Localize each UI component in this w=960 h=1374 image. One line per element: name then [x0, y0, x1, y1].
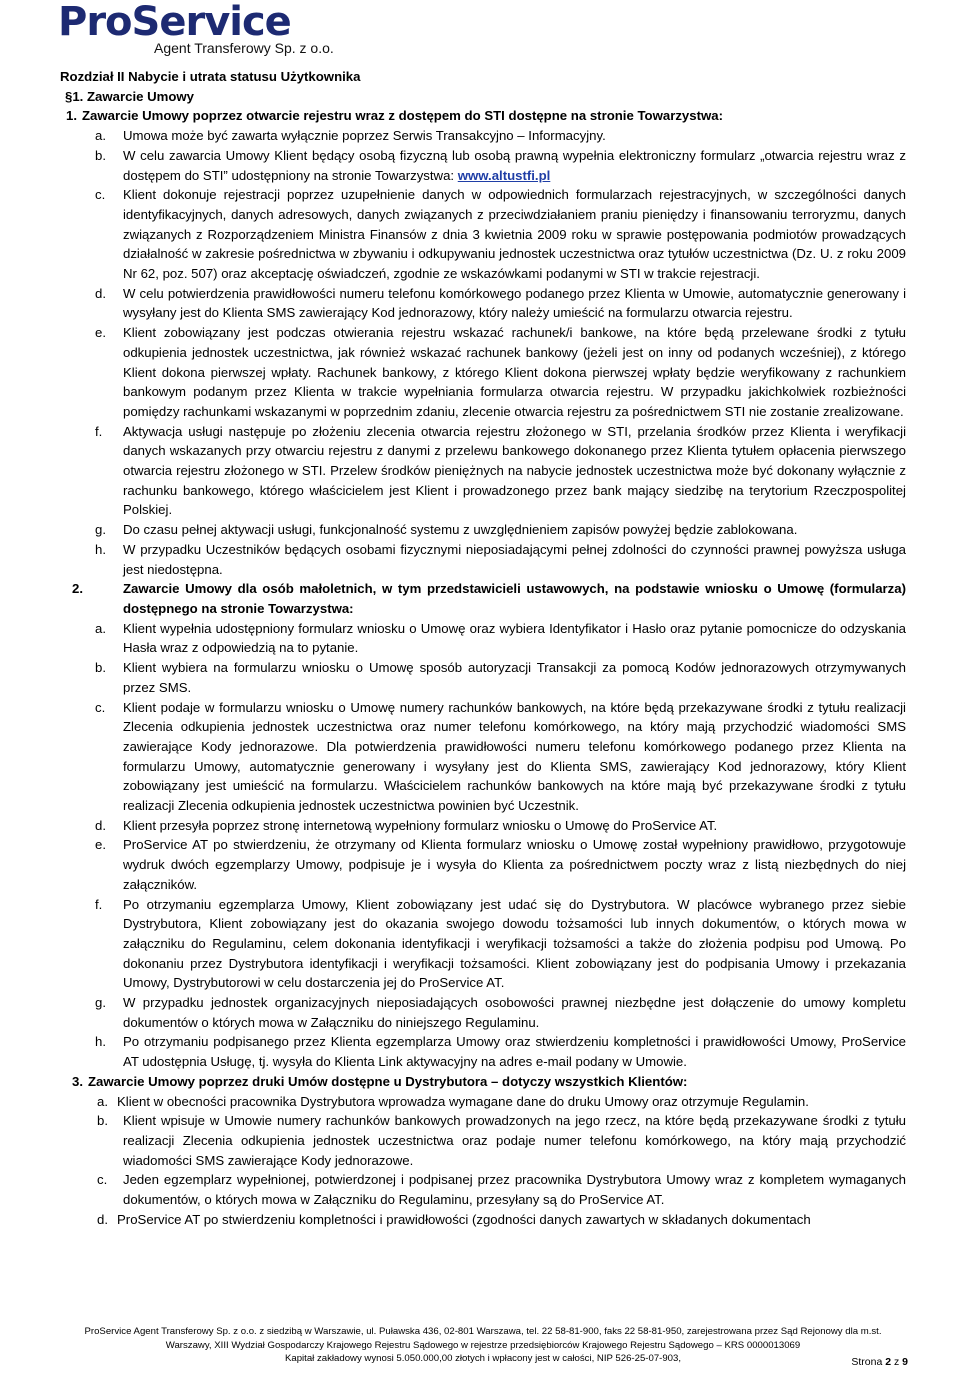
- item-marker: b.: [95, 660, 106, 676]
- item-marker: g.: [95, 522, 106, 538]
- section-1: [60, 106, 906, 126]
- item-marker: d.: [95, 285, 106, 301]
- item-marker: c.: [95, 699, 106, 715]
- item-text: ProService AT po stwierdzeniu, że otrzymany od Klienta formularz wniosku o Umowę został wypełniony prawidłowo, przygotowuje wydruk dwóch egzemplarzy Umowy, podpisuje je i wysyła do Klienta za pośrednictwem poczty wraz z listą niezbędnych do niej załączników.: [123, 837, 906, 892]
- list-item: [60, 520, 906, 540]
- item-text: Klient w obecności pracownika Dystrybutora wprowadza wymagane dane do druku Umowy oraz otrzymuje Regulamin.: [117, 1093, 809, 1109]
- list-item: [60, 422, 906, 521]
- item-text: W przypadku Uczestników będących osobami fizycznymi nieposiadającymi pełnej zdolności do czynności prawnej powyższa usługa jest niedostępna.: [123, 541, 906, 577]
- page-label: Strona: [851, 1356, 883, 1368]
- item-marker: a.: [95, 128, 106, 144]
- item-marker: a.: [95, 620, 106, 636]
- item-marker: c.: [97, 1172, 108, 1188]
- page-number: [851, 1356, 908, 1368]
- list-item: [60, 1111, 906, 1170]
- item-text: Klient podaje w formularzu wniosku o Umowę numery rachunków bankowych, na które będą przekazywane środki z tytułu realizacji Zlecenia odkupienia jednostek uczestnictwa oraz numer telefonu komórkowego, na który mają przychodzić wiadomości SMS zawierające Kody jednorazowe. Dla potwierdzenia prawidłowości numeru telefonu komórkowego podanego przez Klienta na formularzu Umowy, automatycznie generowany i wysyłany jest do Klienta SMS, zawierający Kod jednorazowy, który Klient zobowiązany jest umieścić na formularzu. Właścicielem rachunków bankowych na które mają być przekazywane środki z tytułu realizacji Zlecenia odkupienia jednostek uczestnictwa powinien być Uczestnik.: [123, 699, 906, 814]
- list-item: [60, 323, 906, 422]
- section-1-title: Zawarcie Umowy poprzez otwarcie rejestru wraz z dostępem do STI dostępne na stronie Towarzystwa:: [82, 108, 723, 124]
- list-item: [60, 993, 906, 1032]
- item-marker: b.: [97, 1113, 108, 1129]
- item-marker: d.: [97, 1211, 108, 1227]
- list-item: [60, 698, 906, 816]
- item-marker: g.: [95, 995, 106, 1011]
- item-text: ProService AT po stwierdzeniu kompletności i prawidłowości (zgodności danych zawartych w składanych dokumentach: [117, 1211, 811, 1227]
- item-text: Klient wybiera na formularzu wniosku o Umowę sposób autoryzacji Transakcji za pomocą Kodów jednorazowych otrzymywanych przez SMS.: [123, 660, 906, 695]
- logo-subtitle: Agent Transferowy Sp. z o.o.: [154, 40, 334, 56]
- website-link[interactable]: www.altustfi.pl: [457, 167, 551, 183]
- section-title: §1. Zawarcie Umowy: [65, 88, 195, 104]
- logo-brand: ProService: [58, 0, 291, 45]
- item-text: Klient wypełnia udostępniony formularz wniosku o Umowę oraz wybiera Identyfikator i Hasło oraz pytanie pomocnicze do odzyskania Hasła wraz z odpowiedzią na to pytanie.: [123, 620, 906, 656]
- list-item: [60, 1170, 906, 1209]
- list-item: [60, 1092, 906, 1112]
- page-separator: z: [893, 1356, 900, 1368]
- section-2-number: 2.: [72, 581, 83, 597]
- section-2: [60, 579, 906, 618]
- list-item: [60, 540, 906, 579]
- item-marker: h.: [95, 1034, 106, 1050]
- list-item: [60, 658, 906, 697]
- item-text: Klient dokonuje rejestracji poprzez uzupełnienie danych w odpowiednich formularzach rejestracyjnych, w szczególności danych identyfikacyjnych, danych adresowych, danych związanych z przeciwdziałaniem praniu pieniędzy i finansowaniu terroryzmu, danych związanych z Rozporządzeniem Ministra Finansów z dnia 3 kwietnia 2009 roku w sprawie postępowania podmiotów prowadzących działalność w zakresie pośrednictwa w zbywaniu i odkupywaniu jednostek uczestnictwa oraz tytułów uczestnictwa (Dz. U. z roku 2009 Nr 62, poz. 507) oraz akceptację oświadczeń, zgodnie ze wskazówkami podanymi w STI w trakcie rejestracji.: [123, 187, 906, 282]
- company-logo: [58, 2, 378, 56]
- section-3-number: 3.: [72, 1073, 83, 1089]
- item-text: Umowa może być zawarta wyłącznie poprzez Serwis Transakcyjno – Informacyjny.: [123, 128, 606, 144]
- item-marker: f.: [95, 896, 103, 912]
- page-footer: [78, 1325, 888, 1366]
- section-1-number: 1.: [66, 108, 77, 124]
- item-text: Po otrzymaniu egzemplarza Umowy, Klient zobowiązany jest udać się do Dystrybutora. W placówce wybranego przez siebie Dystrybutora, Klient zobowiązany jest do okazania swojego dowodu tożsamości lub innych dokumentów, o których mowa w załączniku do Regulaminu, celem dokonania identyfikacji i weryfikacji tożsamości a także do złożenia podpisu pod Umową. Po dokonaniu przez Dystrybutora identyfikacji i weryfikacji tożsamości. Klient zobowiązany jest do podpisania Umowy i przekazania Umowy, Dystrybutorowi w celu dostarczenia jej do ProService AT.: [123, 896, 906, 991]
- item-marker: b.: [95, 147, 106, 163]
- footer-line-capital: Kapitał zakładowy wynosi 5.050.000,00 złotych i wpłacony jest w całości, NIP 526-25-07-903,: [284, 1353, 682, 1365]
- item-marker: f.: [95, 423, 103, 439]
- item-text: W przypadku jednostek organizacyjnych nieposiadających osobowości prawnej niezbędne jest dołączenie do umowy kompletu dokumentów o których mowa w Załączniku do niniejszego Regulaminu.: [123, 995, 906, 1030]
- section-2-title: Zawarcie Umowy dla osób małoletnich, w tym przedstawicieli ustawowych, na podstawie wniosku o Umowę (formularza) dostępnego na stronie Towarzystwa:: [123, 581, 906, 616]
- item-text: Do czasu pełnej aktywacji usługi, funkcjonalność systemu z uwzględnieniem zapisów powyżej będzie zablokowana.: [123, 522, 798, 538]
- list-item: [60, 1210, 906, 1230]
- item-marker: a.: [97, 1093, 108, 1109]
- list-item: [60, 816, 906, 836]
- item-text: Jeden egzemplarz wypełnionej, potwierdzonej i podpisanej przez pracownika Dystrybutora Umowy wraz z kompletem wymaganych dokumentów, o których mowa w Załączniku do Regulaminu, przesyłany są do ProService AT.: [123, 1172, 906, 1208]
- list-item: [60, 895, 906, 994]
- item-text: W celu zawarcia Umowy Klient będący osobą fizyczną lub osobą prawną wypełnia elektroniczny formularz „otwarcia rejestru wraz z dostępem do STI” udostępniony na stronie Towarzystwa:: [123, 147, 906, 183]
- list-item: [60, 835, 906, 894]
- list-item: [60, 146, 906, 185]
- page-total: 9: [902, 1356, 908, 1368]
- item-marker: d.: [95, 817, 106, 833]
- page-current: 2: [885, 1356, 892, 1368]
- item-marker: h.: [95, 541, 106, 557]
- item-marker: e.: [95, 325, 106, 341]
- document-body: [60, 67, 906, 1229]
- section-3: [60, 1072, 906, 1092]
- item-text: Aktywacja usługi następuje po złożeniu zlecenia otwarcia rejestru złożonego w STI, przelania środków przez Klienta i weryfikacji danych wskazanych przy otwarciu rejestru z danymi z przelewu bankowego dokonanego przez Klienta tytułem opłacenia pierwszego otwarcia rejestru złożonego w STI. Przelew środków pieniężnych na nabycie jednostek uczestnictwa może być dokonany wyłącznie z rachunku bankowego, którego właścicielem jest Klient i prowadzonego przez bank mający siedzibę na terytorium Rzeczpospolitej Polskiej.: [123, 423, 906, 518]
- list-item: [60, 284, 906, 323]
- section-3-title: Zawarcie Umowy poprzez druki Umów dostępne u Dystrybutora – dotyczy wszystkich Klientów:: [88, 1073, 688, 1089]
- list-item: [60, 126, 906, 146]
- list-item: [60, 619, 906, 658]
- item-text: Klient wpisuje w Umowie numery rachunków bankowych prowadzonych na jego rzecz, na które będą przekazywane środki z tytułu realizacji Zlecenia odkupienia jednostek uczestnictwa oraz podaje numer telefonu komórkowego, na który mają przychodzić wiadomości SMS zawierające Kody jednorazowe.: [123, 1113, 906, 1168]
- item-text: Klient zobowiązany jest podczas otwierania rejestru wskazać rachunek/i bankowe, na które będą przelewane środki z tytułu odkupienia jednostek uczestnictwa, jak również wskazać rachunek bankowy (jeżeli jest on inny od podanych wcześniej), z którego Klient dokona pierwszej wpłaty. Rachunek bankowy, z którego Klient dokona pierwszej wpłaty będzie weryfikowany z rachunkiem bankowym podanym przez Klienta w trakcie wypełniania formularza otwarcia rejestru. W przypadku jakichkolwiek rozbieżności pomiędzy rachunkami wskazanymi w poprzednim zdaniu, zlecenie otwarcia rejestru za pośrednictwem STI nie zostanie zrealizowane.: [123, 325, 906, 419]
- list-item: [60, 185, 906, 284]
- chapter-title: Rozdział II Nabycie i utrata statusu Użytkownika: [60, 69, 361, 84]
- list-item: [60, 1032, 906, 1071]
- footer-line-company: ProService Agent Transferowy Sp. z o.o. z siedzibą w Warszawie, ul. Puławska 436, 02-801 Warszawa, tel. 22 58-81-900, faks 22 58-81-950, zarejestrowana przez Sąd Rejonowy dla m.st.: [84, 1326, 882, 1337]
- footer-line-registry: Warszawy, XIII Wydział Gospodarczy Krajowego Rejestru Sądowego w rejestrze przedsiębiorców Krajowego Rejestru Sądowego – KRS 0000013069: [165, 1339, 801, 1351]
- item-marker: e.: [95, 837, 106, 853]
- item-marker: c.: [95, 187, 106, 203]
- item-text: Po otrzymaniu podpisanego przez Klienta egzemplarza Umowy oraz stwierdzeniu kompletności i prawidłowości Umowy, ProService AT udostępnia Usługę, tj. wysyła do Klienta Link aktywacyjny na adres e-mail podany w Umowie.: [123, 1034, 906, 1070]
- item-text: Klient przesyła poprzez stronę internetową wypełniony formularz wniosku o Umowę do ProService AT.: [123, 817, 718, 833]
- item-text: W celu potwierdzenia prawidłowości numeru telefonu komórkowego podanego przez Klienta w Umowie, automatycznie generowany i wysyłany jest do Klienta SMS zawierający Kod jednorazowy, który należy umieścić na formularzu otwarcia rejestru.: [123, 285, 906, 321]
